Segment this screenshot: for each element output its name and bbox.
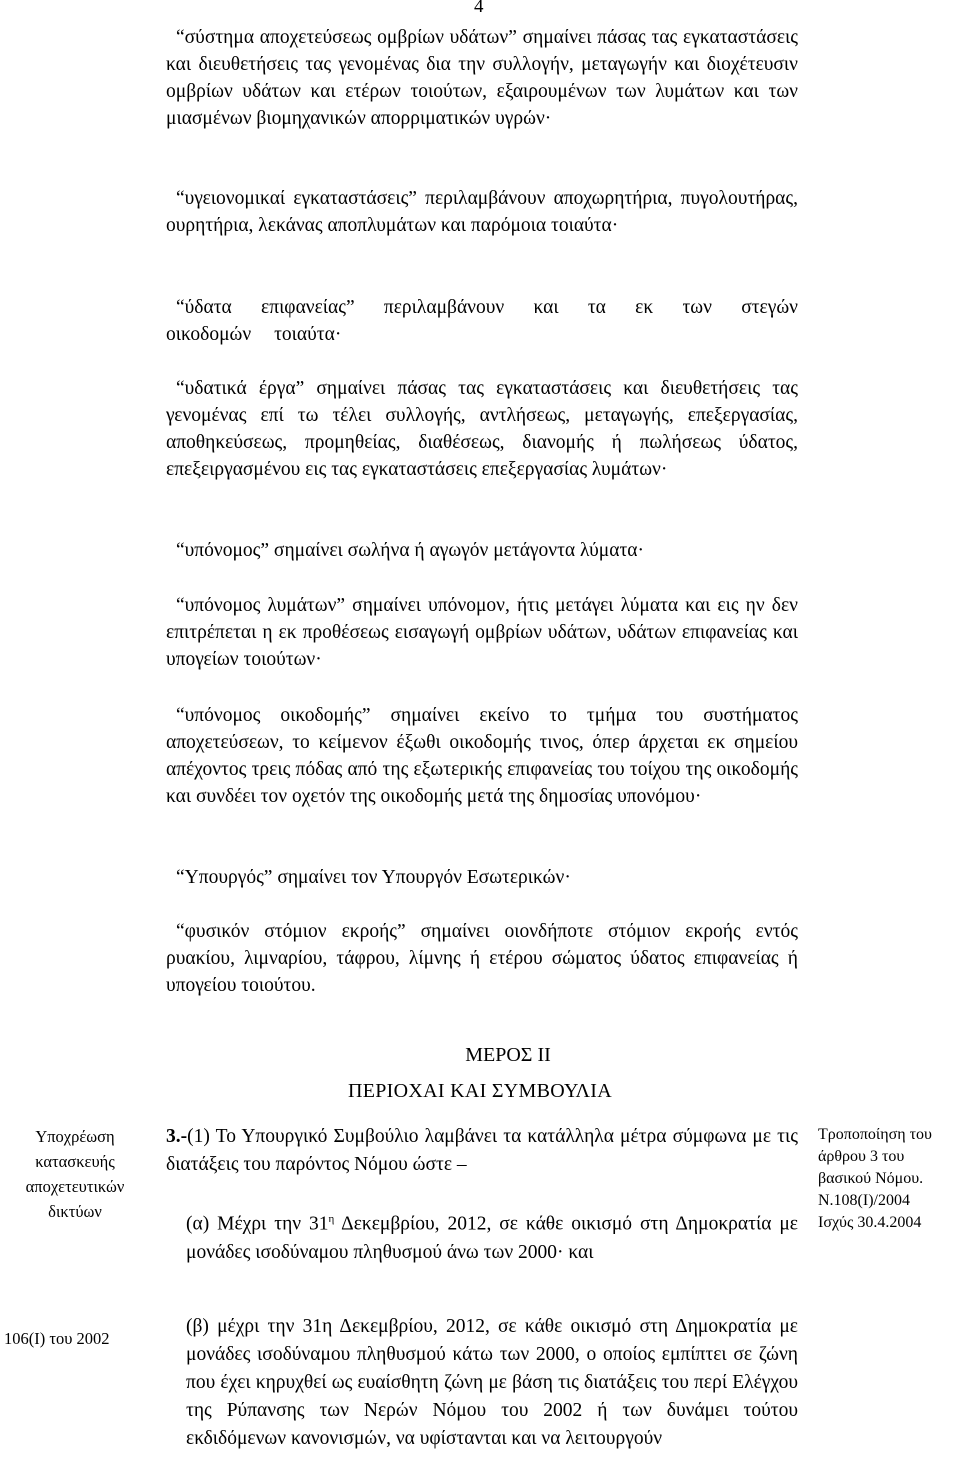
definition-9 (166, 918, 798, 999)
definition-text: “υδατικά έργα” σημαίνει πάσας τας εγκαταστάσεις και διευθετήσεις τας γενομένας επί τω τέλει συλλογής, αντλήσεως, μεταγωγής, επεξεργασίας, αποθηκεύσεως, προμηθείας, διαθέσεως, διανομής ή πωλήσεως ύδατος, επεξειργασμένου εις τας εγκαταστάσεις επεξεργασίας λυμάτων· (166, 378, 798, 480)
definition-text: “υγειονομικαί εγκαταστάσεις” περιλαμβάνουν αποχωρητήρια, πυγολουτήρας, ουρητήρια, λεκάνας αποπλυμάτων και παρόμοια τοιαύτα· (166, 188, 798, 236)
definition-2 (166, 185, 798, 239)
item-a-post: Δεκεμβρίου, 2012, σε κάθε οικισμό στη Δημοκρατία με μονάδες ισοδύναμου πληθυσμού άνω των 2000· και (186, 1213, 798, 1263)
margin-note-left: Υποχρέωση κατασκευής αποχετευτικών δικτύων (25, 1127, 125, 1221)
section-number: 3.- (166, 1126, 188, 1147)
definition-text: “φυσικόν στόμιον εκροής” σημαίνει οιονδήποτε στόμιον εκροής εντός ρυακίου, λιμναρίου, τάφρου, λίμνης ή ετέρου σώματος ύδατος επιφανείας ή υπογείου τοιούτου. (166, 921, 798, 996)
definition-5 (166, 537, 798, 564)
margin-law-number: Ν.108(Ι)/2004 (818, 1192, 910, 1209)
part-title: ΠΕΡΙΟΧΑΙ ΚΑΙ ΣΥΜΒΟΥΛΙΑ (347, 1080, 612, 1102)
definition-text: “σύστημα αποχετεύσεως ομβρίων υδάτων” σημαίνει πάσας τας εγκαταστάσεις και διευθετήσεις τας γενομένας δια την συλλογήν, μεταγωγήν και διοχέτευσιν ομβρίων υδάτων και ετέρων τοιούτων, εξαιρουμένων των λυμάτων και των μιασμένων βιομηχανικών απορριματικών υγρών· (166, 27, 798, 129)
definition-text: “υπόνομος οικοδομής” σημαίνει εκείνο το τμήμα του συστήματος αποχετεύσεων, το κείμενον έξωθι οικοδομής τινος, όπερ άρχεται εκ σημείου απέχοντος τρεις πόδας από της εξωτερικής επιφανείας του τοίχου της οικοδομής και συνδέει τον οχετόν της οικοδομής μετά της δημοσίας υπονόμου· (166, 705, 798, 807)
margin-amendment-note: Τροποποίηση του άρθρου 3 του βασικού Νόμου. (818, 1126, 932, 1187)
definition-7 (166, 702, 798, 810)
margin-effective-date: Ισχύς 30.4.2004 (818, 1214, 922, 1231)
section-3-intro (166, 1123, 798, 1179)
section-item-b: (β) μέχρι την 31η Δεκεμβρίου, 2012, σε κάθε οικισμό στη Δημοκρατία με μονάδες ισοδύναμου πληθυσμού κάτω των 2000, ο οποίος εμπίπτει σε ζώνη που έχει κηρυχθεί ως ευαίσθητη ζώνη με βάση τις διατάξεις του περί Ελέγχου της Ρύπανσης των Νερών Νόμου του 2002 ή των δυνάμει τούτου εκδιδόμενων κανονισμών, να υφίστανται και να λειτουργούν (186, 1316, 798, 1449)
section-intro-text: (1) Το Υπουργικό Συμβούλιο λαμβάνει τα κατάλληλα μέτρα σύμφωνα με τις διατάξεις του παρόντος Νόμου ώστε – (166, 1126, 798, 1175)
item-a-sup: η (328, 1213, 335, 1225)
item-a-pre: (α) Μέχρι την 31 (186, 1213, 329, 1235)
definition-text: “υπόνομος” σημαίνει σωλήνα ή αγωγόν μετάγοντα λύματα· (176, 540, 644, 561)
definition-text: “υπόνομος λυμάτων” σημαίνει υπόνομον, ήτις μετάγει λύματα και εις ην δεν επιτρέπεται η εκ προθέσεως εισαγωγή ομβρίων υδάτων, υδάτων επιφανείας και υπογείων τοιούτων· (166, 595, 798, 670)
definition-text: “Υπουργός” σημαίνει τον Υπουργόν Εσωτερικών· (176, 867, 571, 888)
page-number: 4 (474, 0, 484, 17)
part-heading: ΜΕΡΟΣ ΙΙ (465, 1044, 551, 1066)
definition-3 (166, 294, 798, 348)
section-item-a (186, 1205, 798, 1267)
definition-4 (166, 375, 798, 483)
definition-1 (166, 24, 798, 132)
definition-6 (166, 592, 798, 673)
definition-text: “ύδατα επιφανείας” περιλαμβάνουν και τα εκ των στεγών οικοδομών τοιαύτα· (166, 297, 798, 345)
margin-law-ref: 106(Ι) του 2002 (4, 1329, 110, 1348)
margin-note-right (818, 1124, 960, 1234)
definition-8 (166, 864, 798, 891)
